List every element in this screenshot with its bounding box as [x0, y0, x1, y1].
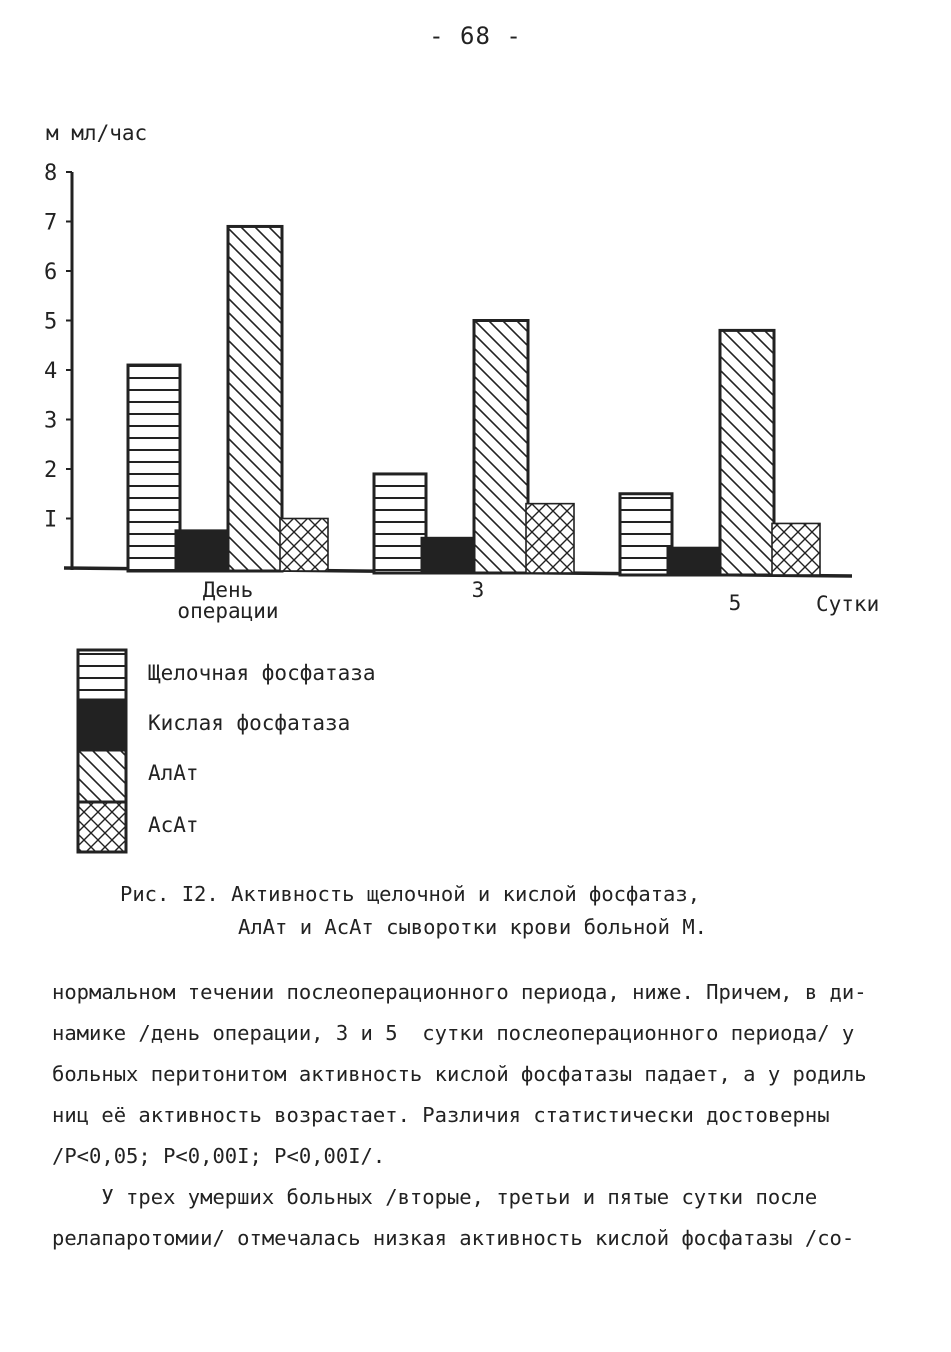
- body-line: ниц её активность возрастает. Различия статистически достоверны: [52, 1103, 830, 1127]
- bar-4-2: [526, 504, 574, 573]
- legend-label: Кислая фосфатаза: [148, 711, 351, 735]
- y-tick-label: 3: [44, 408, 58, 434]
- bar-3-2: [474, 321, 528, 574]
- figure-caption: [120, 878, 707, 944]
- legend-swatch: [78, 650, 126, 700]
- legend-swatch: [78, 700, 126, 750]
- legend-swatch: [78, 802, 126, 852]
- caption-line-2: АлАт и АсАт сыворотки крови больной М.: [238, 915, 707, 939]
- x-category-label: 5: [728, 591, 742, 615]
- bar-2-2: [422, 538, 474, 573]
- page-number: - 68 -: [429, 22, 522, 50]
- body-line: намике /день операции, 3 и 5 сутки послеоперационного периода/ у: [52, 1021, 855, 1045]
- body-line: У трех умерших больных /вторые, третьи и пятые сутки после: [52, 1185, 818, 1209]
- bar-4-3: [772, 523, 820, 575]
- bar-1-1: [128, 365, 180, 571]
- x-category-label: День операции: [177, 578, 279, 623]
- body-line: нормальном течении послеоперационного периода, ниже. Причем, в ди-: [52, 980, 867, 1004]
- bar-2-1: [176, 531, 228, 571]
- bar-3-1: [228, 226, 282, 571]
- x-axis-title: Сутки: [816, 592, 880, 616]
- bar-4-1: [280, 519, 328, 572]
- legend-label: АсАт: [148, 813, 199, 837]
- body-line: релапаротомии/ отмечалась низкая активность кислой фосфатазы /со-: [52, 1226, 855, 1250]
- y-tick-label: 6: [44, 260, 58, 285]
- legend-swatch: [78, 750, 126, 802]
- legend-label: Щелочная фосфатаза: [148, 661, 376, 685]
- y-tick-label: 7: [44, 210, 58, 236]
- y-tick-label: 5: [44, 309, 58, 335]
- bar-1-3: [620, 494, 672, 575]
- body-text: [52, 972, 922, 1259]
- y-tick-label: I: [44, 507, 58, 533]
- y-axis-title: м мл/час: [46, 121, 148, 145]
- y-tick-label: 4: [44, 359, 58, 384]
- y-tick-label: 8: [44, 161, 58, 186]
- bar-3-3: [720, 330, 774, 575]
- bar-1-2: [374, 474, 426, 573]
- x-category-label: 3: [471, 578, 485, 602]
- body-line: больных перитонитом активность кислой фосфатазы падает, а у родиль: [52, 1062, 867, 1086]
- y-tick-label: 2: [44, 458, 58, 483]
- caption-line-1: Рис. I2. Активность щелочной и кислой фосфатаз,: [120, 882, 701, 906]
- bar-2-3: [668, 548, 720, 575]
- body-line: /P<0,05; P<0,00I; P<0,00I/.: [52, 1144, 386, 1168]
- legend-label: АлАт: [148, 761, 199, 785]
